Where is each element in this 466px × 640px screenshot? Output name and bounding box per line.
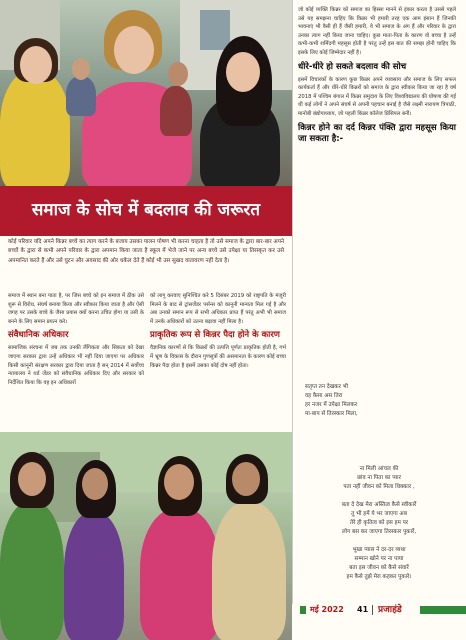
page-headline: समाज के सोच में बदलाव की जरूरत [31,200,261,220]
poem-line: हम कैसे तुझे मेरा कहकर पुकारे। [346,574,412,580]
column-2-text-2: वैज्ञानिक कारणों से कि किन्नरों की उत्पत्ति पूर्णतः प्राकृतिक होती है, गर्भ में भ्रूण के विकास के दौरान गुणसूत्रों की असमानता के कारण कोई बच्चा किन्नर पैदा होता है इसमें उसका कोई दोष नहीं होता। [150,345,286,369]
bottom-photo-group [0,432,292,640]
poem-line: ना मिली आंचल की [359,466,399,472]
column-1-text: समाज में स्थान बना पाता है, पर जिस बच्चे को इन समाज में ठीक उसे शुरू से विरोध, संघर्ष बनाया किया और स्वीकार किया जाता है और ऐसी जगह पर उसके बच्चे के जैसा प्रयास क्यों करना उचित होगा या उसी के बनने के लिए समान प्रयत्न करे। [8,293,144,325]
poem-line: तू भी हमें ये भर जाएगा अब [351,511,407,517]
column-1 [8,292,144,387]
column-3 [298,6,456,148]
subhead-changing-thinking: धीरे-धीरे हो सकते बदलाव की सोच [298,61,407,72]
publication-name: प्रजाहंडे [378,605,402,615]
subhead-natural-birth: प्राकृतिक रूप से किन्नर पैदा होने के कारण [150,330,280,341]
column-2-text: को लागू करवाए सुनिश्चित करे 5 दिसंबर 2019 को राष्ट्रपति के मंजूरी मिलने के बाद से ट्रांसजेंडर पर्सन्स को कानूनी मान्यता मिल गई है और अब उनको समान रूप से सभी अधिकार प्राप्त हैं परंतु अभी भी समाज में उनके अधिकारों को उतना बढ़ावा नहीं मिला है। [150,293,286,325]
footer-accent-bar-right [420,606,466,614]
poem-line [300,537,458,546]
poem-line: सतृप्त तन देखकर भी [305,384,349,390]
poem-stanza-2 [300,465,458,582]
poem-line: छांव ना पिता का प्यार [357,475,401,481]
poem-line: तेरे ही कृतित्व को इस हम पर [349,520,409,526]
footer-divider [372,605,373,615]
poem-line: बता इस जीवन को कैसे संवारें [349,565,409,571]
top-photo-group-portrait [0,0,292,186]
poem-stanza-1 [305,383,455,419]
page-number: 41 [357,605,369,614]
poem-line: मा-बाप से तिरस्कार मिला, [305,411,358,417]
page-footer [300,602,466,618]
poem-line: पता नहीं जीवन को मिला धिक्कार , [343,484,415,490]
column-divider [292,0,293,604]
poem-line: बता दे देख मेरा अस्तित्व कैसे स्वीकारें [341,502,417,508]
column-3-text: जो कोई व्यक्ति किन्नर को समाज का हिस्सा मानने से इंकार करता है उससे पहले उसे यह समझना चाहिए कि किन्नर भी हमारी तरह एक आम इंसान हैं जिनकी भावनाएं भी वैसी ही हैं जैसी हमारी, वे भी समाज के अंग हैं और परिवार के द्वारा उनका त्याग नहीं किया जाना चाहिए। कुछ माता-पिता के कारण वो बच्चा है उन्हें कभी-कभी शर्मिंदगी महसूस होती है परंतु उन्हें इस बात की समझ होनी चाहिए कि इसके लिए कोई जिम्मेदार नहीं है। [298,7,456,56]
poem-line: भूखा प्यास ने दर-दर व्यथा [352,547,406,553]
poem-line: वह कैसा अस तिरा [305,393,343,399]
column-3-text-2: इसमें विचारकों के कारण कुछ किन्नर अपने व्यवसाय और समाज के लिए सफल कार्यकर्ता हैं और धीरे-धीरे किन्नरों को समाज के द्वारा स्वीकार किया जा रहा है वर्ष 2018 में पश्चिम बंगाल में किन्नर समुदाय के लिए विश्वविद्यालय की घोषणा की गई थी कई लोगों ने अपने संघर्ष से अपनी पहचान बनाई है जैसे लक्ष्मी नारायण त्रिपाठी, मानोबी बंद्योपाध्याय, जो पहली किन्नर कॉलेज प्रिंसिपल बनीं। [298,76,456,117]
poem-line [300,492,458,501]
intro-paragraph: कोई परिवार यदि अपने किन्नर बच्चे का त्याग करने के बजाय उसका पालन पोषण भी करना चाहता है तो उसे समाज के द्वारा बार-बार अपने बच्चों के द्वारा से कभी अपने परिवार के द्वारा अपमान किया जाता है स्कूल में भेजे जाने पर अन्य बच्चे उसे उपेक्षा या तिरस्कृत कर उसे अपमानित करते हैं और उसे घुटन और अवसाद की ओर धकेल देते हैं कोई भी उस सुखद वातावरण नहीं देता है। [8,239,284,264]
subhead-constitutional-rights: संवैधानिक अधिकार [8,330,69,341]
poem-line: लोग बस कर जाएगा तिरस्कार पुकारें, [341,529,417,535]
footer-accent-bar [300,606,306,614]
issue-date: मई 2022 [310,605,344,614]
poem-line: हर नजर में उपेक्षा मिलकर [305,402,358,408]
subhead-pain-of-being: किन्नर होने का दर्द किन्नर पंक्ति द्वारा महसूस किया जा सकता है:- [298,122,456,144]
poem-line: सम्मान खोने पर ना पाया [354,556,404,562]
column-1-text-2: सामाजिक संरचना में जब तक उनकी लैंगिकता और सिकता को देखा जाएगा सरकार द्वारा उन्हें अधिकार भी नहीं दिया जाएगा पर अधिकार किसी कानूनी संरक्षण सरकार द्वारा दिया जाता है सन् 2014 में सर्वोच्च न्यायालय ने थर्ड जेंडर को संवैधानिक अधिकार दिए और सरकार को निर्देशित किया कि वह इन अधिकारों [8,345,144,386]
column-2 [150,292,286,370]
